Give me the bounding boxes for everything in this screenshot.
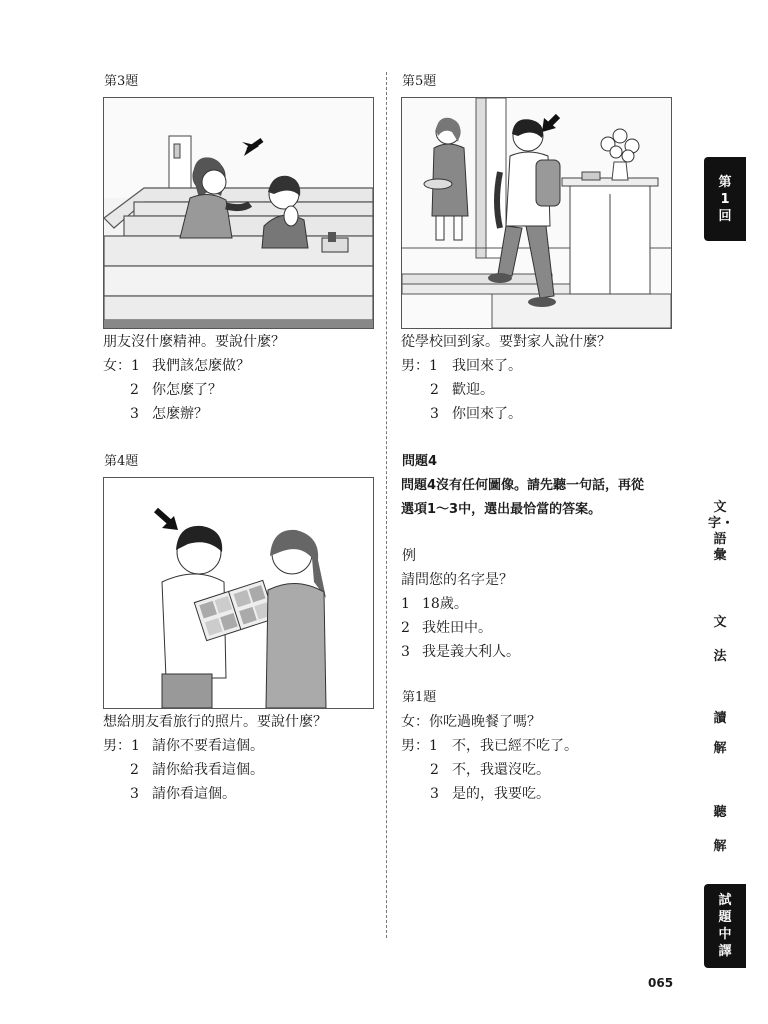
q5-prompt: 從學校回到家。要對家人說什麼？ [401, 334, 611, 350]
translation-tab-char-1: 試 [718, 893, 732, 908]
side-section-vocab: 文字・語彙 [708, 500, 735, 563]
q4-option-3-num: 3 [130, 786, 139, 802]
round-tab-char-3: 回 [718, 208, 732, 224]
translation-tab-char-2: 題 [718, 910, 732, 925]
q1-question: 女：你吃過晚餐了嗎？ [401, 714, 541, 730]
example-option-1-num: 1 [401, 596, 410, 612]
q4-title: 第4題 [104, 454, 139, 469]
q1-option-2-num: 2 [430, 762, 439, 778]
q3-option-2-num: 2 [130, 382, 139, 398]
q5-option-2: 歡迎。 [452, 382, 494, 398]
q4-prompt: 想給朋友看旅行的照片。要說什麼？ [103, 714, 327, 730]
column-divider [386, 72, 387, 938]
q1-speaker: 男：1 [401, 738, 438, 754]
q3-prompt: 朋友沒什麼精神。要說什麼？ [103, 334, 285, 350]
example-question: 請問您的名字是？ [401, 572, 513, 588]
q5-option-3: 你回來了。 [452, 406, 522, 422]
q4-option-2-num: 2 [130, 762, 139, 778]
example-option-2: 我姓田中。 [422, 620, 492, 636]
q4-option-2: 請你給我看這個。 [152, 762, 264, 778]
q3-illustration [103, 97, 374, 329]
round-tab-char-2: 1 [720, 191, 730, 207]
q4-illustration [103, 477, 374, 709]
q3-speaker: 女：1 [103, 358, 140, 374]
translation-tab-char-4: 譯 [718, 944, 732, 959]
q5-option-3-num: 3 [430, 406, 439, 422]
q1-option-3-num: 3 [430, 786, 439, 802]
q5-option-2-num: 2 [430, 382, 439, 398]
q3-title: 第3題 [104, 74, 139, 89]
q3-option-2: 你怎麼了？ [152, 382, 222, 398]
example-option-2-num: 2 [401, 620, 410, 636]
section4-title: 問題4 [402, 454, 438, 469]
q3-option-3: 怎麼辦？ [152, 406, 208, 422]
q1-option-3: 是的，我要吃。 [452, 786, 550, 802]
page-number: 065 [648, 976, 674, 990]
section4-instruction-line2: 選項1～3中，選出最恰當的答案。 [401, 502, 602, 517]
section4-instruction-line1: 問題4沒有任何圖像。請先聽一句話，再從 [401, 478, 645, 493]
round-tab-char-1: 第 [718, 174, 732, 190]
side-section-listening: 聽解 [713, 805, 727, 854]
q4-option-1: 請你不要看這個。 [152, 738, 264, 754]
side-section-grammar: 文法 [713, 615, 727, 664]
q4-option-3: 請你看這個。 [152, 786, 236, 802]
example-option-3: 我是義大利人。 [422, 644, 520, 660]
q4-speaker: 男：1 [103, 738, 140, 754]
q5-illustration [401, 97, 672, 329]
q1-option-2: 不，我還沒吃。 [452, 762, 550, 778]
q1-title: 第1題 [402, 690, 437, 705]
example-option-1: 18歲。 [422, 596, 468, 612]
round-tab [704, 157, 746, 241]
translation-tab-char-3: 中 [718, 927, 732, 942]
q5-title: 第5題 [402, 74, 437, 89]
q3-option-3-num: 3 [130, 406, 139, 422]
q5-option-1: 我回來了。 [452, 358, 522, 374]
q3-option-1: 我們該怎麼做？ [152, 358, 250, 374]
translation-tab [704, 884, 746, 968]
q5-speaker: 男：1 [401, 358, 438, 374]
q1-option-1: 不，我已經不吃了。 [452, 738, 578, 754]
side-section-reading: 讀解 [713, 711, 727, 756]
example-option-3-num: 3 [401, 644, 410, 660]
example-label: 例 [402, 548, 416, 564]
